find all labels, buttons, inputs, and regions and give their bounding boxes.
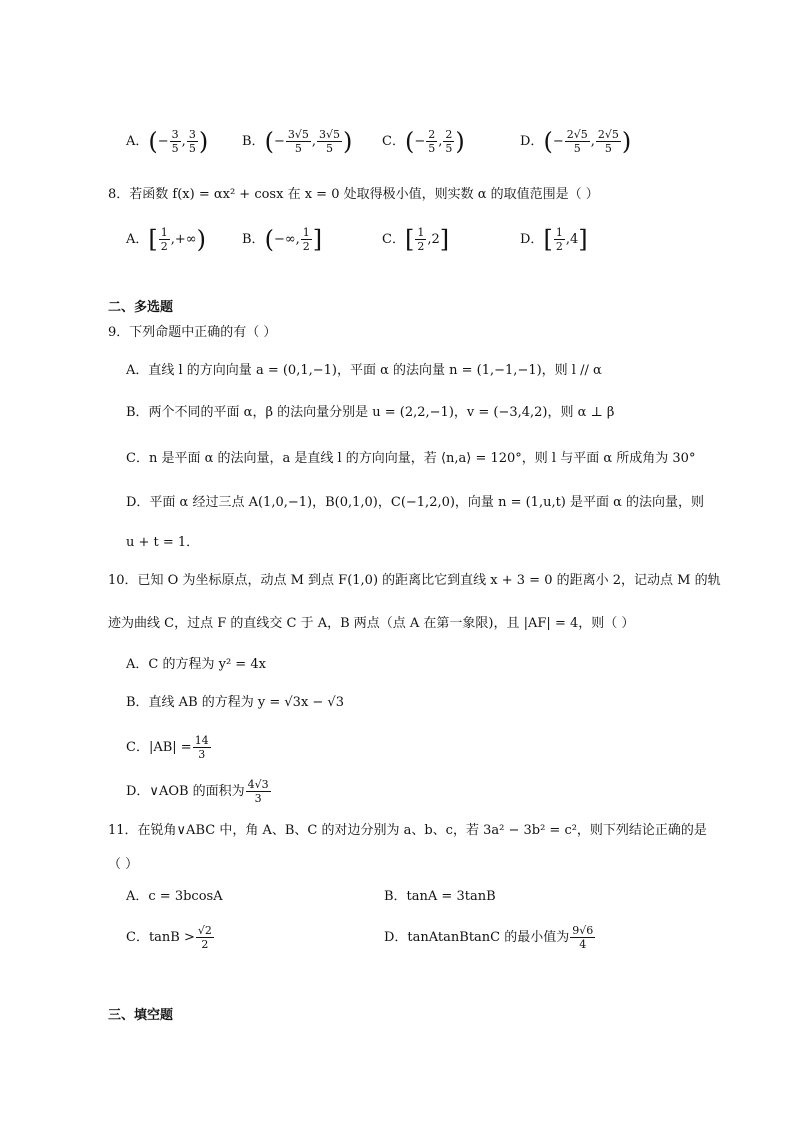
q10-stem-line1: 10．已知 O 为坐标原点，动点 M 到点 F(1,0) 的距离比它到直线 x + 3 = 0 的距离小 2，记动点 M 的轨 — [108, 573, 721, 588]
q8-option-a: A．[ $\frac{1}{2}$ ,+∞) — [126, 225, 206, 254]
q9-option-b: B．两个不同的平面 α，β 的法向量分别是 u = (2,2,−1)，v = (−3,4,2)，则 α ⊥ β — [126, 405, 615, 420]
section-title-fill-in: 三、填空题 — [108, 1008, 174, 1023]
q11-option-b: B．tanA = 3tanB — [384, 889, 496, 904]
q8-option-c: C．[ $\frac{1}{2}$ ,2] — [382, 225, 450, 254]
q8-stem: 8．若函数 f(x) = αx² + cosx 在 x = 0 处取得极小值，则实数 α 的取值范围是（ ） — [108, 187, 599, 202]
q9-option-c: C．n 是平面 α 的法向量，a 是直线 l 的方向向量，若 ⟨n,a⟩ = 120°，则 l 与平面 α 所成角为 30° — [126, 451, 696, 466]
q11-stem-line2: （ ） — [108, 857, 139, 872]
section-title-multiple-choice: 二、多选题 — [108, 300, 174, 315]
q11-option-a: A．c = 3bcosA — [126, 889, 223, 904]
q7-option-c: C．(− $\frac{2}{5}$ , $\frac{2}{5}$ ) — [382, 127, 465, 156]
q9-option-d-line1: D．平面 α 经过三点 A(1,0,−1)，B(0,1,0)，C(−1,2,0)，向量 n = (1,u,t) 是平面 α 的法向量，则 — [126, 495, 705, 510]
q11-option-d: D．tanAtanBtanC 的最小值为 $\frac{9√6}{4}$ — [384, 924, 594, 951]
q11-option-c: C．tanB > $\frac{√2}{2}$ — [126, 924, 212, 951]
q9-option-a: A．直线 l 的方向向量 a = (0,1,−1)，平面 α 的法向量 n = (1,−1,−1)，则 l // α — [126, 363, 602, 378]
q7-option-b: B．(− $\frac{3√5}{5}$ , $\frac{3√5}{5}$ ) — [242, 127, 353, 156]
q8-option-b: B．(−∞, $\frac{1}{2}$ ] — [242, 225, 323, 254]
q8-option-d: D．[ $\frac{1}{2}$ ,4] — [520, 225, 588, 254]
q9-option-d-line2: u + t = 1． — [126, 535, 200, 550]
q11-stem-line1: 11．在锐角∨ABC 中，角 A、B、C 的对边分别为 a、b、c，若 3a² − 3b² = c²，则下列结论正确的是 — [108, 823, 707, 838]
q10-option-a: A．C 的方程为 y² = 4x — [126, 657, 266, 672]
q10-option-c: C．|AB| = $\frac{14}{3}$ — [126, 734, 209, 761]
q7-option-d: D．(− $\frac{2√5}{5}$ , $\frac{2√5}{5}$ ) — [520, 127, 632, 156]
q10-stem-line2: 迹为曲线 C，过点 F 的直线交 C 于 A，B 两点（点 A 在第一象限)，且 |AF| = 4，则（ ） — [108, 616, 635, 631]
q7-option-a: A．(− $\frac{3}{5}$ , $\frac{3}{5}$ ) — [126, 127, 209, 156]
q10-option-b: B．直线 AB 的方程为 y = √3x − √3 — [126, 695, 344, 710]
q10-option-d: D．∨AOB 的面积为 $\frac{4√3}{3}$ — [126, 778, 269, 805]
q9-stem: 9．下列命题中正确的有（ ） — [108, 325, 277, 340]
